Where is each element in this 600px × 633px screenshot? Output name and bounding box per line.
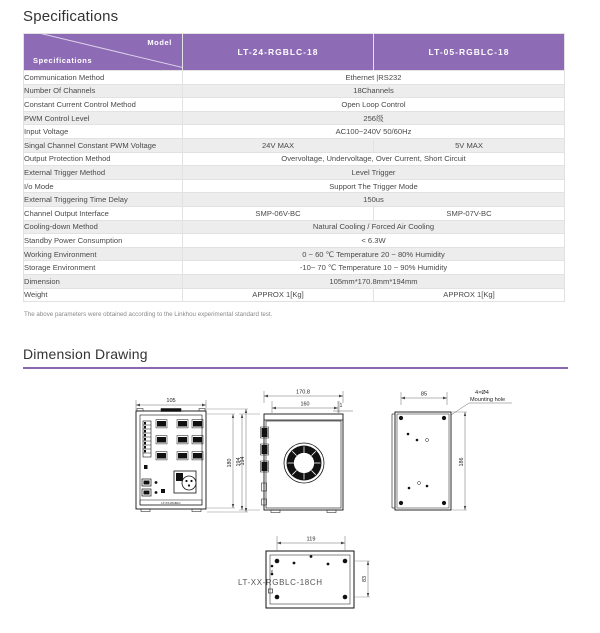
row-value-model-b: 5V MAX	[374, 138, 565, 152]
table-row	[24, 84, 565, 98]
dimension-label-bot-w: 119	[306, 536, 316, 543]
row-label: Working Environment	[24, 247, 183, 261]
bottom-view	[266, 536, 370, 608]
table-row	[24, 247, 565, 261]
dimension-label-front-ih: 180	[227, 458, 233, 468]
dimension-drawings	[23, 383, 583, 633]
row-label: Input Voltage	[24, 125, 183, 139]
table-row	[24, 98, 565, 112]
row-value-shared: Open Loop Control	[183, 98, 565, 112]
row-label: Weight	[24, 288, 183, 302]
row-value-shared: 150us	[183, 193, 565, 207]
page-title-dimension-drawing: Dimension Drawing	[23, 346, 148, 363]
row-label: Constant Current Control Method	[24, 98, 183, 112]
corner-spec-label: Specifications	[33, 56, 93, 65]
table-head	[24, 34, 565, 71]
row-value-model-a: APPROX 1[Kg]	[183, 288, 374, 302]
dimension-label-back-h: 186	[459, 457, 465, 467]
dimension-label-hole1: 4×Ø4	[475, 390, 489, 397]
table-row	[24, 261, 565, 275]
dimension-label-side-h: 194	[236, 457, 242, 467]
table-row	[24, 220, 565, 234]
row-label: Storage Environment	[24, 261, 183, 275]
dimension-label-side-w: 170.8	[296, 389, 310, 396]
row-value-shared: 18Channels	[183, 84, 565, 98]
row-value-shared: Overvoltage, Undervoltage, Over Current, Short Circuit	[183, 152, 565, 166]
row-label: External Trigger Method	[24, 166, 183, 180]
dimension-label-bot-h: 83	[362, 576, 368, 583]
dimension-label-front-w: 105	[166, 398, 176, 405]
table-row	[24, 125, 565, 139]
row-label: Number Of Channels	[24, 84, 183, 98]
table-footnote: The above parameters were obtained according to the Linkhou experimental standard test.	[24, 311, 273, 319]
row-value-model-b: APPROX 1[Kg]	[374, 288, 565, 302]
page-title-specifications: Specifications	[23, 8, 119, 25]
table-row	[24, 111, 565, 125]
table-row	[24, 166, 565, 180]
row-label: Singal Channel Constant PWM Voltage	[24, 138, 183, 152]
drawings-svg	[23, 383, 583, 633]
row-label: Channel Output Interface	[24, 206, 183, 220]
table-body	[24, 71, 565, 302]
row-value-shared: -10~ 70 ℃ Temperature 10 ~ 90% Humidity	[183, 261, 565, 275]
row-label: PWM Control Level	[24, 111, 183, 125]
section-divider	[23, 367, 568, 369]
column-header-model-a: LT-24-RGBLC-18	[183, 34, 374, 71]
row-value-shared: Level Trigger	[183, 166, 565, 180]
table-row	[24, 138, 565, 152]
row-value-model-a: SMP-06V-BC	[183, 206, 374, 220]
row-value-model-b: SMP-07V-BC	[374, 206, 565, 220]
row-label: Standby Power Consumption	[24, 234, 183, 248]
row-label: Cooling-down Method	[24, 220, 183, 234]
row-value-shared: Natural Cooling / Forced Air Cooling	[183, 220, 565, 234]
dimension-label-hole2: Mounting hole	[470, 397, 506, 404]
row-value-shared: Ethernet |RS232	[183, 71, 565, 85]
table-row	[24, 234, 565, 248]
dimension-label-side-edge: 1	[339, 403, 343, 410]
row-value-shared: 256级	[183, 111, 565, 125]
product-spec-page	[0, 8, 600, 608]
table-row	[24, 179, 565, 193]
table-row	[24, 152, 565, 166]
row-value-shared: 0 ~ 60 ℃ Temperature 20 ~ 80% Humidity	[183, 247, 565, 261]
specifications-table	[23, 33, 565, 302]
drawing-caption: LT-XX-RGBLC-18CH	[238, 578, 323, 587]
table-row	[24, 71, 565, 85]
table-corner-header	[24, 34, 183, 71]
row-label: Communication Method	[24, 71, 183, 85]
front-view	[136, 398, 248, 512]
table-row	[24, 274, 565, 288]
side-view	[236, 390, 353, 513]
row-value-shared: < 6.3W	[183, 234, 565, 248]
dimension-label-side-iw: 160	[300, 401, 310, 408]
back-view	[392, 390, 512, 510]
table-header-row	[24, 34, 565, 71]
corner-model-label: Model	[147, 38, 172, 47]
column-header-model-b: LT-05-RGBLC-18	[374, 34, 565, 71]
table-row	[24, 193, 565, 207]
table-row	[24, 206, 565, 220]
row-label: Output Protection Method	[24, 152, 183, 166]
row-value-model-a: 24V MAX	[183, 138, 374, 152]
table-row	[24, 288, 565, 302]
row-value-shared: Support The Trigger Mode	[183, 179, 565, 193]
svg-text:IN: IN	[270, 570, 274, 574]
dimension-label-back-w: 85	[420, 391, 428, 398]
row-value-shared: AC100~240V 50/60Hz	[183, 125, 565, 139]
row-label: Dimension	[24, 274, 183, 288]
dimension-label-front-oh: 194	[240, 456, 246, 466]
row-value-shared: 105mm*170.8mm*194mm	[183, 274, 565, 288]
svg-text:LT-XX-RGBLC: LT-XX-RGBLC	[161, 501, 181, 506]
row-label: I/o Mode	[24, 179, 183, 193]
row-label: External Triggering Time Delay	[24, 193, 183, 207]
